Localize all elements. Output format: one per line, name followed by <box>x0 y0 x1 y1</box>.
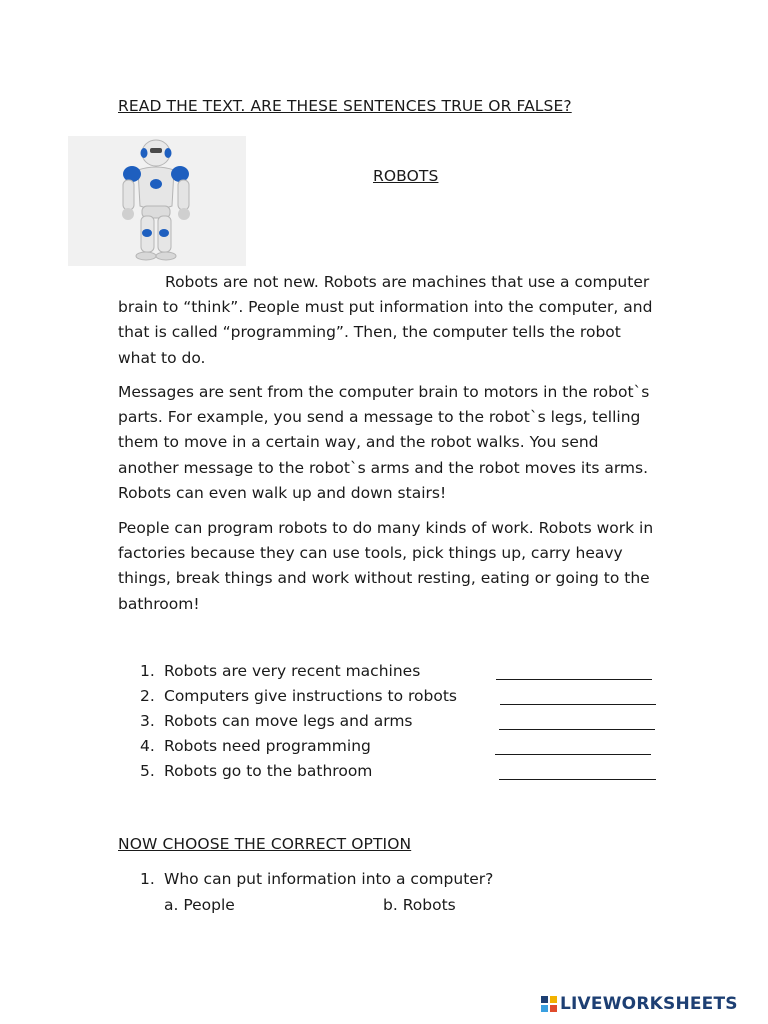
logo-icon <box>540 995 558 1013</box>
statement-text: Robots need programming <box>164 737 371 755</box>
question-number: 1. <box>140 870 155 888</box>
passage-title: ROBOTS <box>373 167 439 185</box>
statement-number: 4. <box>140 737 155 755</box>
instruction-heading: READ THE TEXT. ARE THESE SENTENCES TRUE OR FALSE? <box>118 97 572 115</box>
statement-text: Robots go to the bathroom <box>164 762 373 780</box>
statement-number: 5. <box>140 762 155 780</box>
statement-text: Robots can move legs and arms <box>164 712 413 730</box>
statement-text: Computers give instructions to robots <box>164 687 458 705</box>
statement-item <box>0 687 768 712</box>
answer-blank[interactable] <box>500 704 656 705</box>
multiple-choice-question <box>0 870 768 930</box>
answer-blank[interactable] <box>499 779 656 780</box>
paragraph: Robots are not new. Robots are machines that use a computer brain to “think”. People must put information into the computer, and that is called “programming”. Then, the computer tells the robot what to do. <box>118 273 653 367</box>
statement-number: 3. <box>140 712 155 730</box>
answer-blank[interactable] <box>499 729 655 730</box>
section-heading: NOW CHOOSE THE CORRECT OPTION <box>118 835 412 853</box>
option-b[interactable]: b. Robots <box>383 896 456 914</box>
brand-wordmark: LIVEWORKSHEETS <box>560 994 738 1014</box>
answer-blank[interactable] <box>496 679 652 680</box>
statement-number: 2. <box>140 687 155 705</box>
statement-item <box>0 762 768 787</box>
statement-number: 1. <box>140 662 155 680</box>
robot-image <box>68 136 246 266</box>
statement-item <box>0 712 768 737</box>
paragraph: Messages are sent from the computer brain to motors in the robot`s parts. For example, you send a message to the robot`s legs, telling them to move in a certain way, and the robot walks. You send another message to the robot`s arms and the robot moves its arms. Robots can even walk up and down stairs! <box>118 383 650 502</box>
statement-text: Robots are very recent machines <box>164 662 421 680</box>
paragraph: People can program robots to do many kinds of work. Robots work in factories because they can use tools, pick things up, carry heavy things, break things and work without resting, eating or going to the bathroom! <box>118 519 654 613</box>
liveworksheets-logo <box>540 993 738 1015</box>
statement-item <box>0 662 768 687</box>
option-a[interactable]: a. People <box>164 896 235 914</box>
answer-blank[interactable] <box>495 754 651 755</box>
robot-icon <box>68 136 246 266</box>
statement-item <box>0 737 768 762</box>
question-text: Who can put information into a computer? <box>164 870 494 888</box>
